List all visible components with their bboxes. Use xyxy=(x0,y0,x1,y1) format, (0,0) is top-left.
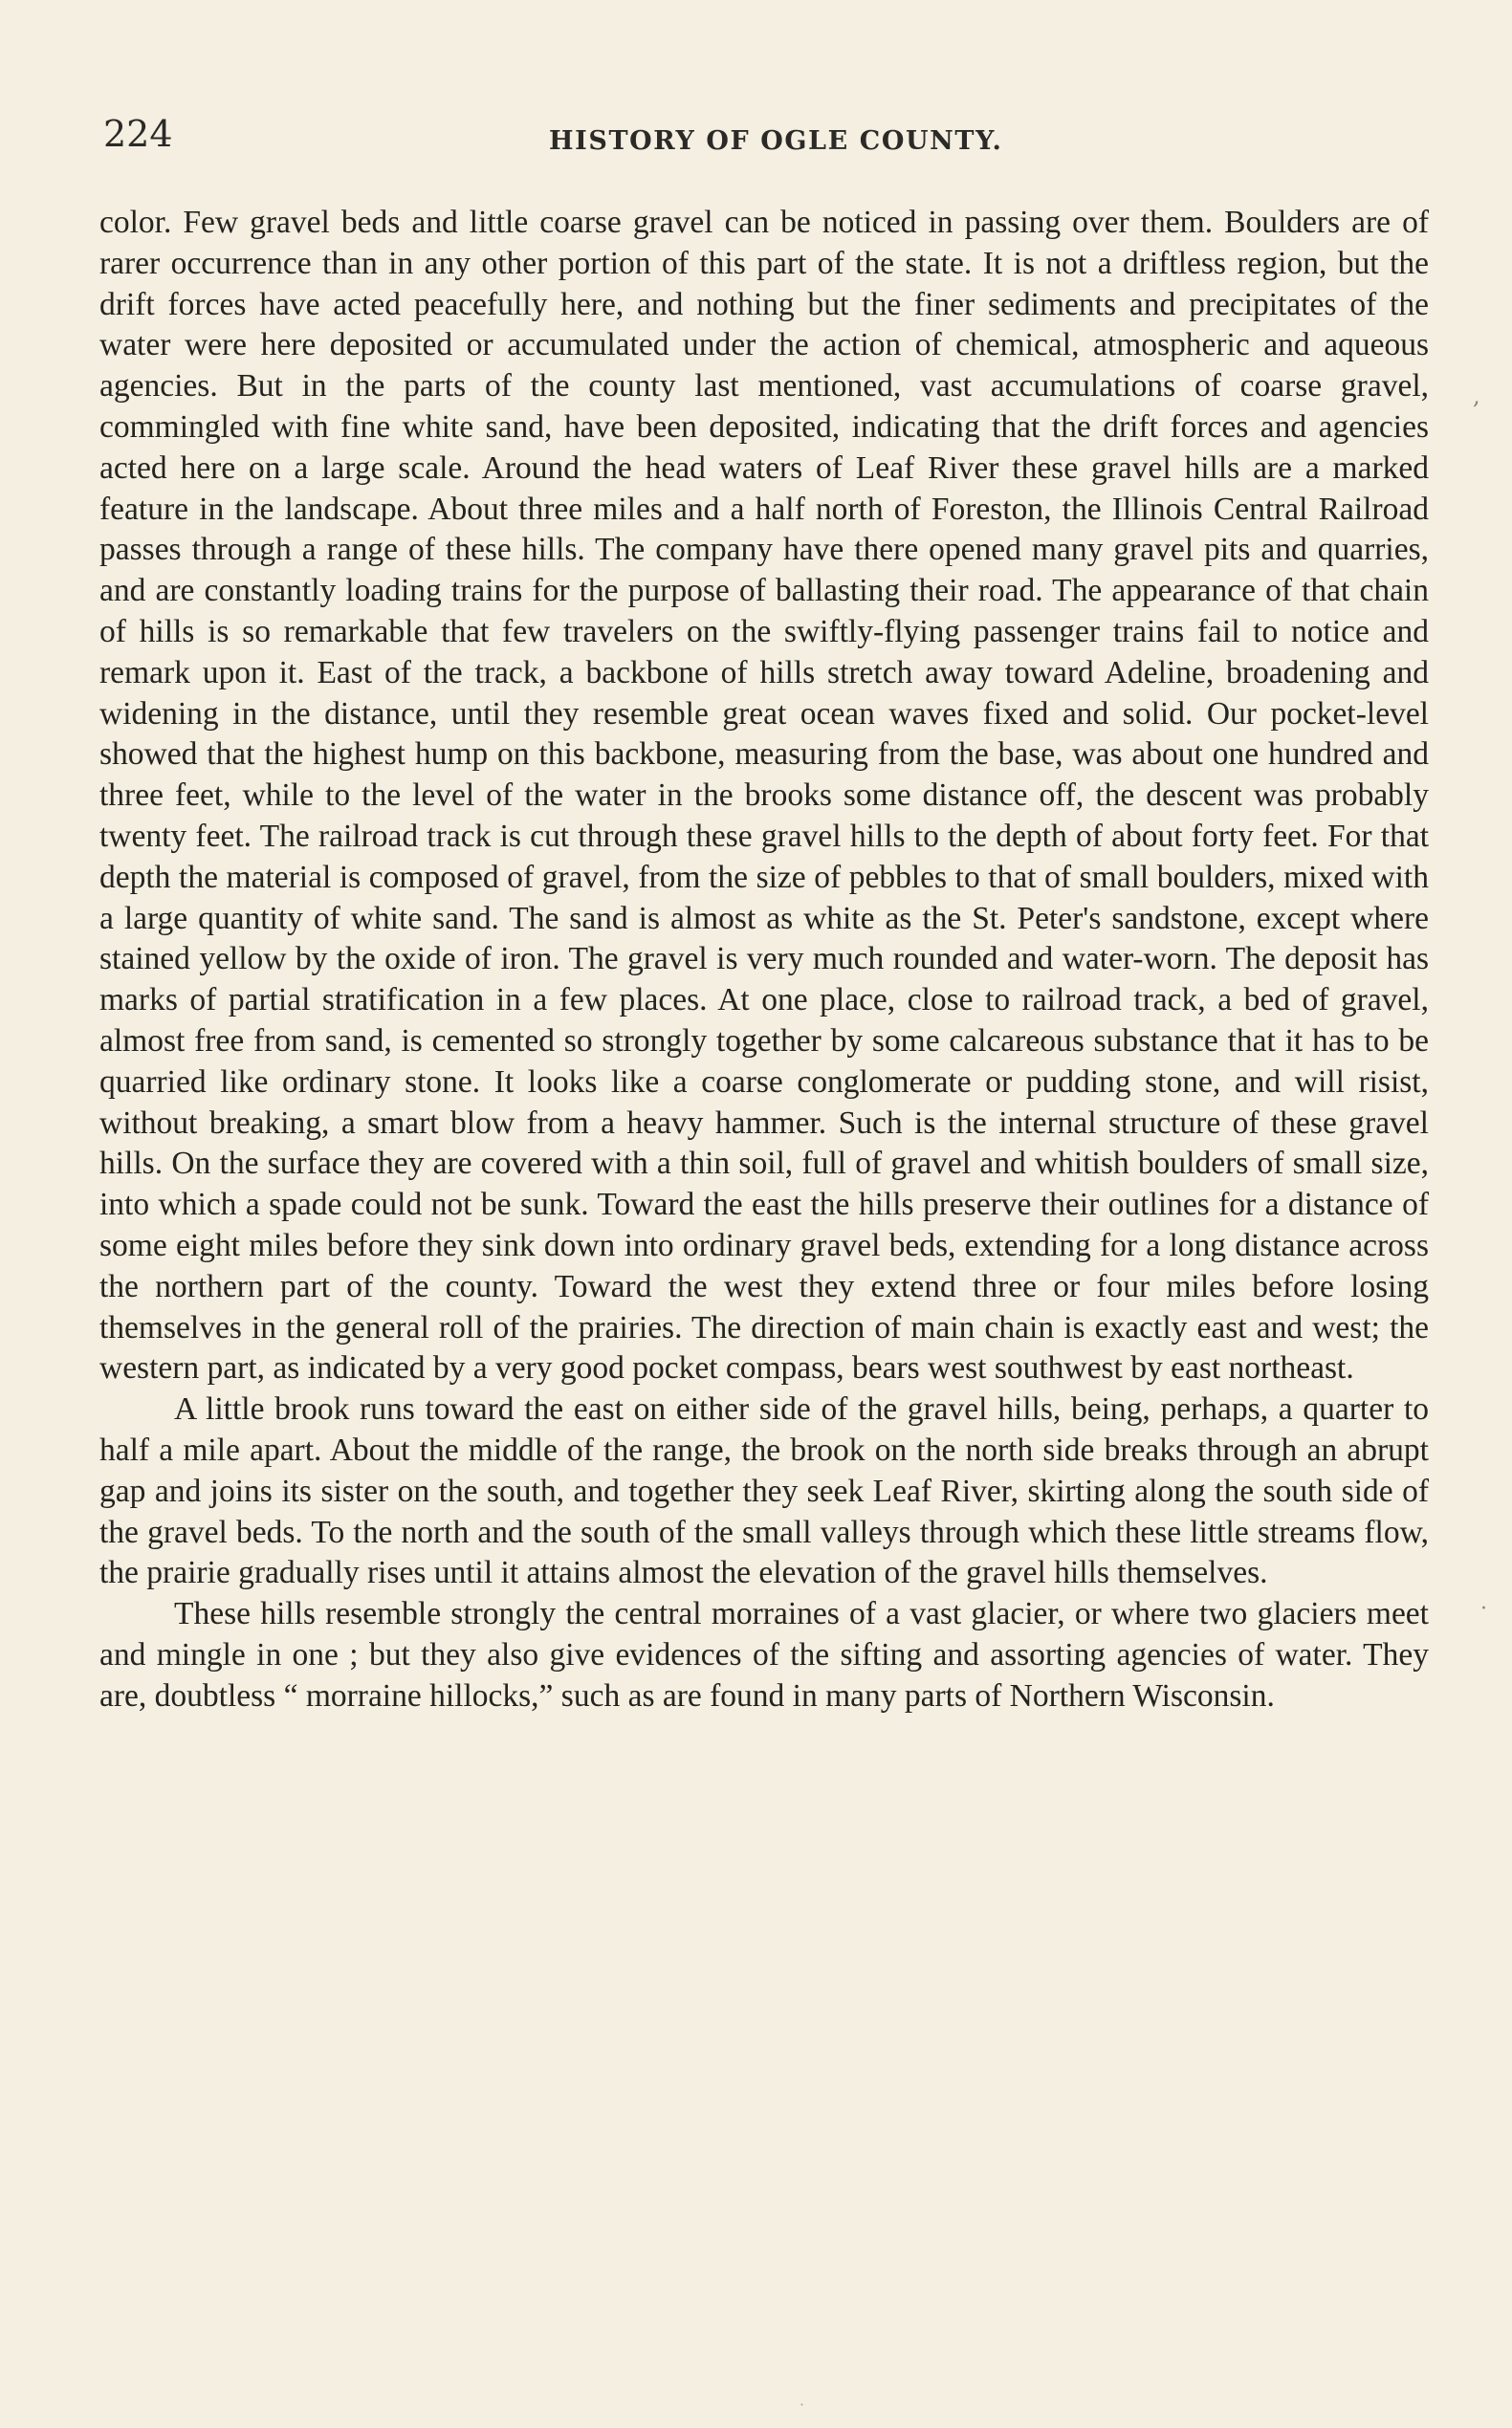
running-head: HISTORY OF OGLE COUNTY. xyxy=(549,126,1003,156)
stray-mark: · xyxy=(1480,1597,1487,1621)
page-number: 224 xyxy=(103,113,173,155)
page-header xyxy=(103,113,1442,161)
paragraph-1: color. Few gravel beds and little coarse gravel can be noticed in passing over them. Boulders are of rarer occurrence than in any other portion of this part of the state. It is not a driftless region, but the drift forces have acted peacefully here, and nothing but the finer sediments and precipitates of the water were here deposited or accumulated under the action of chemical, atmospheric and aqueous agencies. But in the parts of the county last mentioned, vast accumulations of coarse gravel, commingled with fine white sand, have been deposited, indicating that the drift forces and agencies acted here on a large scale. Around the head waters of Leaf River these gravel hills are a marked feature in the landscape. About three miles and a half north of Foreston, the Illinois Central Railroad passes through a range of these hills. The company have there opened many gravel pits and quarries, and are constantly loading trains for the purpose of ballasting their road. The appearance of that chain of hills is so remarkable that few travelers on the swiftly-flying passenger trains fail to notice and remark upon it. East of the track, a backbone of hills stretch away toward Adeline, broadening and widening in the distance, until they resemble great ocean waves fixed and solid. Our pocket-level showed that the highest hump on this backbone, measuring from the base, was about one hundred and three feet, while to the level of the water in the brooks some distance off, the descent was probably twenty feet. The railroad track is cut through these gravel hills to the depth of about forty feet. For that depth the material is composed of gravel, from the size of pebbles to that of small boulders, mixed with a large quantity of white sand. The sand is almost as white as the St. Peter's sandstone, except where stained yellow by the oxide of iron. The gravel is very much rounded and water-worn. The deposit has marks of partial stratification in a few places. At one place, close to railroad track, a bed of gravel, almost free from sand, is cemented so strongly together by some calcareous substance that it has to be quarried like ordinary stone. It looks like a coarse conglomerate or pudding stone, and will risist, without breaking, a smart blow from a heavy hammer. Such is the internal structure of these gravel hills. On the surface they are covered with a thin soil, full of gravel and whitish boulders of small size, into which a spade could not be sunk. Toward the east the hills preserve their outlines for a distance of some eight miles before they sink down into ordinary gravel beds, extending for a long distance across the northern part of the county. Toward the west they extend three or four miles before losing themselves in the general roll of the prairies. The direction of main chain is exactly east and west; the western part, as indicated by a very good pocket compass, bears west southwest by east northeast. xyxy=(99,205,1429,1387)
stray-mark: · xyxy=(800,2395,805,2414)
paragraph-2: A little brook runs toward the east on either side of the gravel hills, being, perhaps, a quarter to half a mile apart. About the middle of the range, the brook on the north side breaks through an abrupt gap and joins its sister on the south, and together they seek Leaf River, skirting along the south side of the gravel beds. To the north and the south of the small valleys through which these little streams flow, the prairie gradually rises until it attains almost the elevation of the gravel hills themselves. xyxy=(99,1391,1429,1591)
body-text xyxy=(99,203,1429,1717)
stray-mark: , xyxy=(1473,383,1480,409)
paragraph-3: These hills resemble strongly the central morraines of a vast glacier, or where two glaciers meet and mingle in one ; but they also give evidences of the sifting and assorting agencies of water. They are, doubtless “ morraine hillocks,” such as are found in many parts of Northern Wisconsin. xyxy=(99,1596,1429,1714)
